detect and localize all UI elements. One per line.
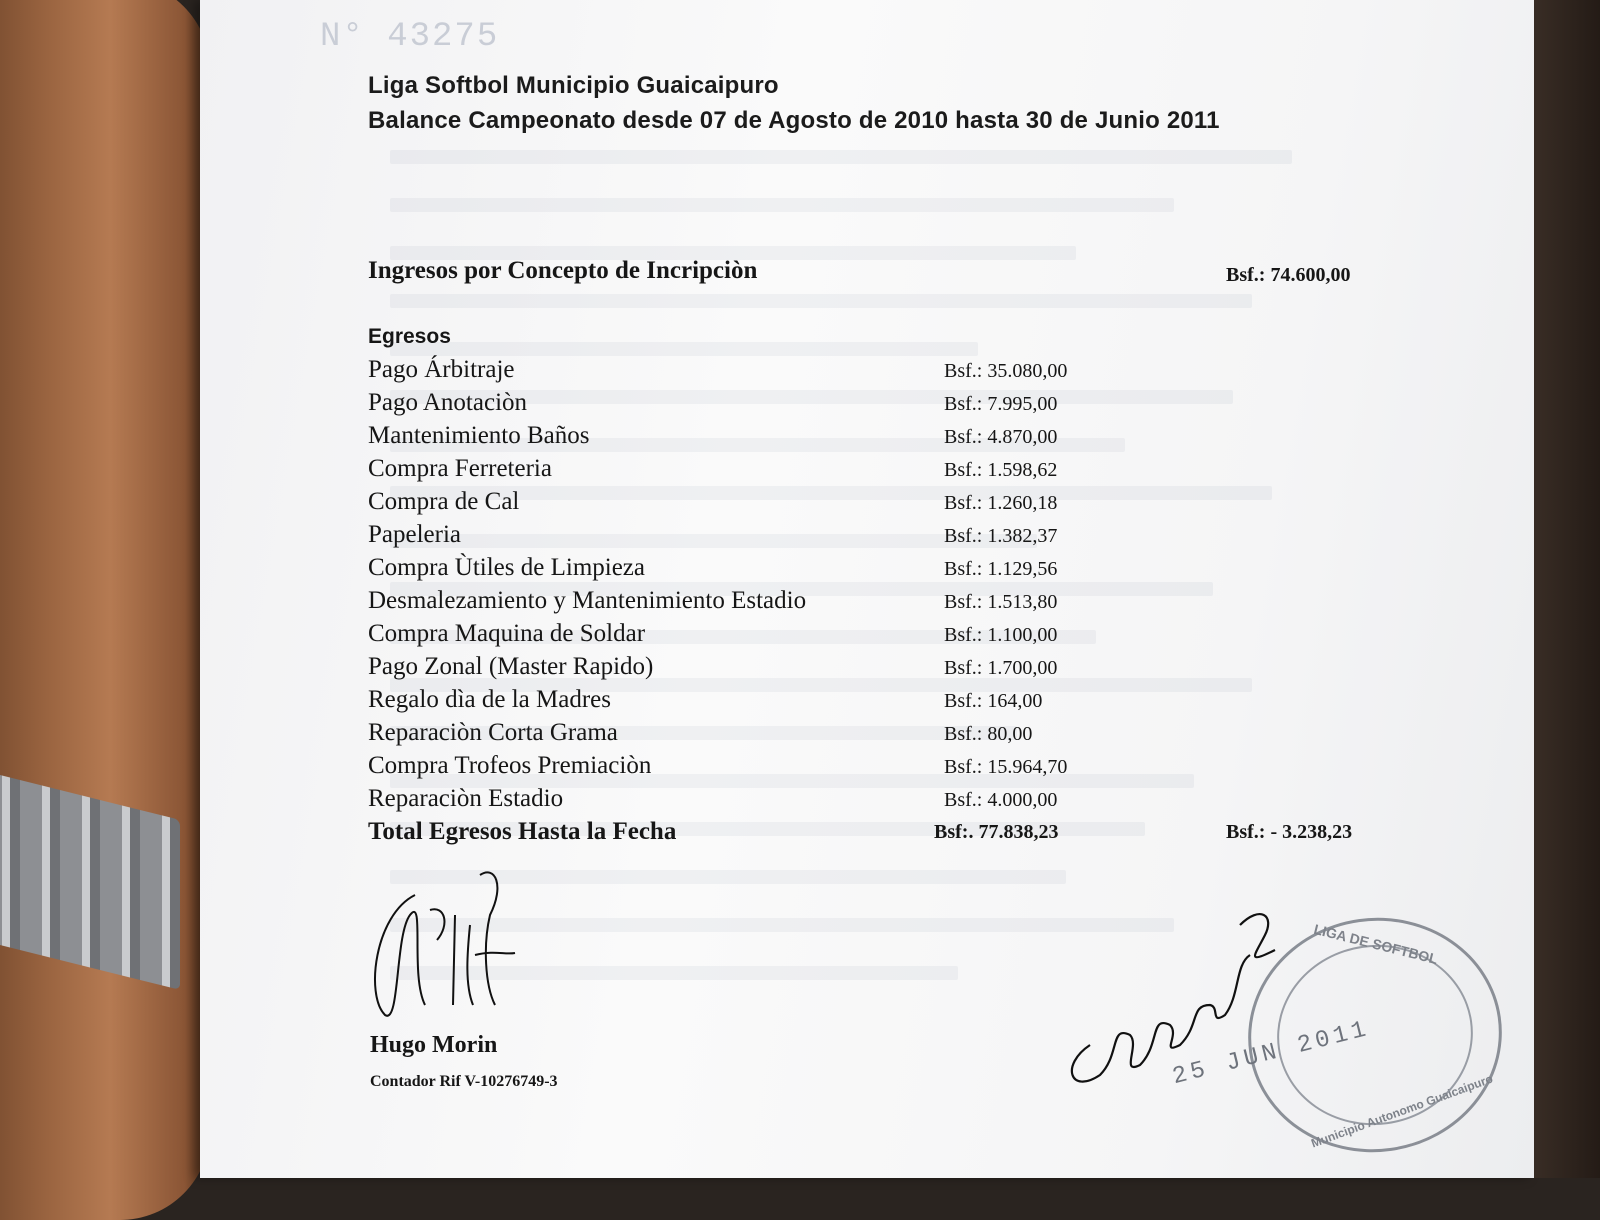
income-label: Ingresos por Concepto de Incripciòn (368, 257, 758, 284)
signatory-name: Hugo Morin (370, 1032, 498, 1058)
expense-item-amount: Bsf.: 1.513,80 (944, 591, 1058, 613)
expense-item-amount: Bsf.: 35.080,00 (944, 360, 1068, 382)
hand-background (0, 0, 210, 1220)
expense-item-label: Compra Ferreteria (368, 455, 552, 482)
signatory-title: Contador Rif V-10276749-3 (370, 1073, 558, 1090)
expense-item-amount: Bsf.: 1.100,00 (944, 624, 1058, 646)
balance-amount: Bsf.: - 3.238,23 (1226, 821, 1353, 843)
expense-item-amount: Bsf.: 1.700,00 (944, 657, 1058, 679)
serial-number: N° 43275 (320, 18, 500, 56)
expense-item-amount: Bsf.: 164,00 (944, 690, 1043, 712)
organization-title: Liga Softbol Municipio Guaicaipuro (368, 72, 779, 99)
expense-item-label: Mantenimiento Baños (368, 422, 590, 449)
expense-item-amount: Bsf.: 80,00 (944, 723, 1033, 745)
stamp-bottom-text: Municipio Autonomo Guaicaipuro (1309, 1071, 1495, 1151)
expense-item-label: Reparaciòn Estadio (368, 785, 564, 812)
income-amount: Bsf.: 74.600,00 (1226, 264, 1351, 286)
expense-item-label: Compra Maquina de Soldar (368, 620, 646, 647)
expense-item-amount: Bsf.: 4.870,00 (944, 426, 1058, 448)
stamp-top-text: LIGA DE SOFTBOL (1312, 920, 1440, 968)
expense-item-amount: Bsf.: 1.129,56 (944, 558, 1058, 580)
expense-item-amount: Bsf.: 15.964,70 (944, 756, 1068, 778)
expense-item-label: Reparaciòn Corta Grama (368, 719, 618, 746)
total-expenses-label: Total Egresos Hasta la Fecha (368, 818, 677, 845)
expense-item-label: Pago Árbitraje (368, 356, 515, 383)
expense-item-amount: Bsf.: 1.260,18 (944, 492, 1058, 514)
expense-item-label: Papeleria (368, 521, 462, 548)
expense-item-amount: Bsf.: 1.382,37 (944, 525, 1058, 547)
expense-item-label: Regalo dìa de la Madres (368, 686, 611, 713)
total-expenses-amount: Bsf:. 77.838,23 (934, 821, 1059, 843)
expense-item-amount: Bsf.: 7.995,00 (944, 393, 1058, 415)
stamp-date: 25 JUN 2011 (1169, 1015, 1373, 1092)
expense-item-label: Desmalezamiento y Mantenimiento Estadio (368, 587, 807, 614)
expense-item-label: Compra de Cal (368, 488, 520, 515)
expense-item-label: Pago Zonal (Master Rapido) (368, 653, 654, 680)
expense-item-amount: Bsf.: 1.598,62 (944, 459, 1058, 481)
expenses-heading: Egresos (368, 325, 451, 348)
signature-left (355, 855, 535, 1035)
expense-item-label: Compra Trofeos Premiaciòn (368, 752, 652, 779)
expense-item-label: Compra Ùtiles de Limpieza (368, 554, 646, 581)
expense-item-label: Pago Anotaciòn (368, 389, 528, 416)
table-edge-background (1530, 0, 1600, 1178)
period-title: Balance Campeonato desde 07 de Agosto de 2010 hasta 30 de Junio 2011 (368, 107, 1220, 134)
expense-item-amount: Bsf.: 4.000,00 (944, 789, 1058, 811)
